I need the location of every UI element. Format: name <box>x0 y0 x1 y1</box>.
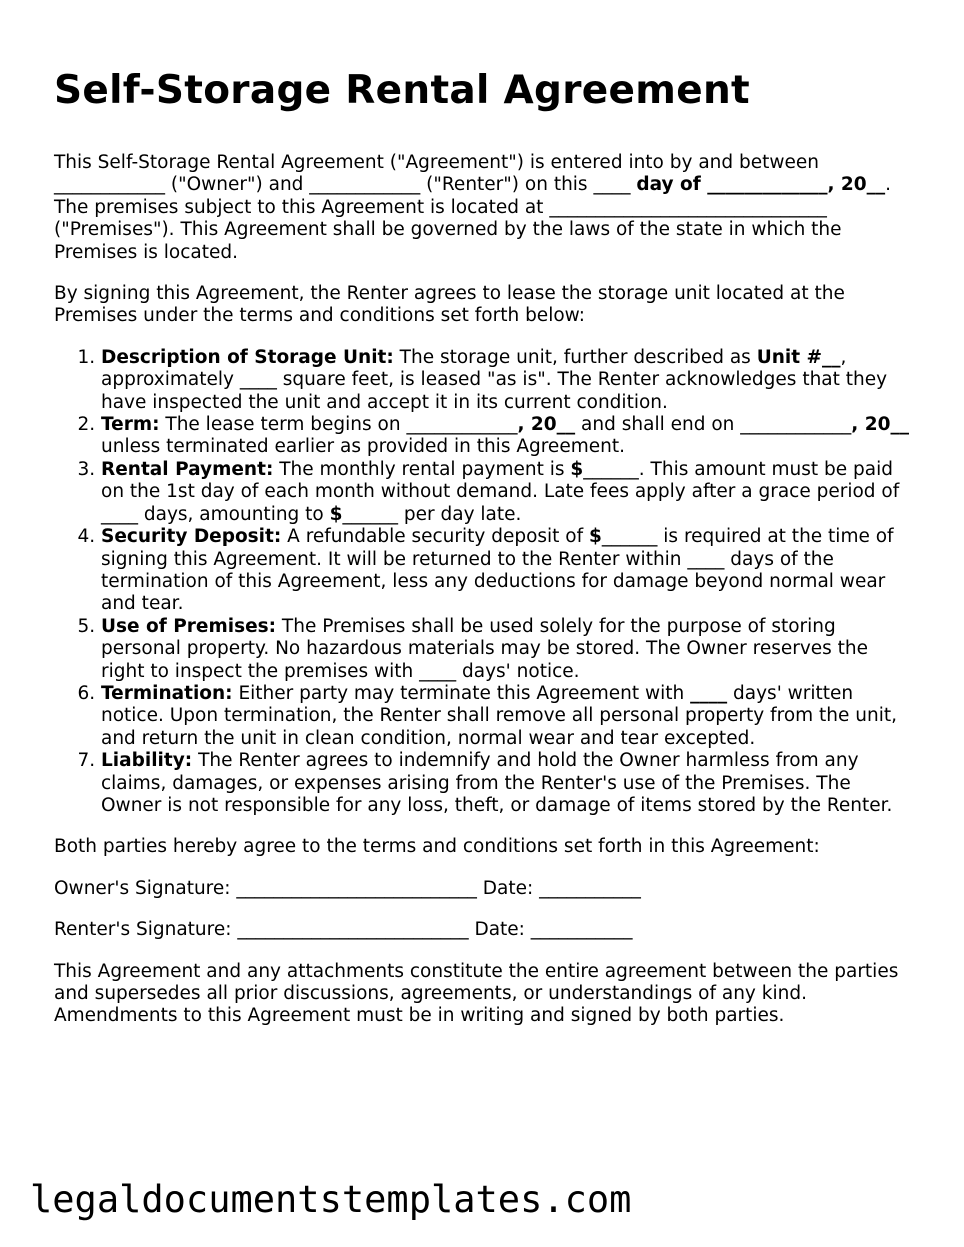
term-liability: 7. Liability: The Renter agrees to indemnify and hold the Owner harmless from any claims, damages, or expenses arising from the Renter's use of the Premises. The Owner is not responsible for any loss, theft, or damage of items stored by the Renter. <box>101 750 914 817</box>
document-page <box>54 68 914 1047</box>
watermark: legaldocumentstemplates.com <box>30 1178 632 1221</box>
term-label: Use of Premises: <box>101 615 277 637</box>
term-use-of-premises: 5. Use of Premises: The Premises shall be used solely for the purpose of storing personal property. No hazardous materials may be stored. The Owner reserves the right to inspect the premises with ____ days' notice. <box>101 616 914 683</box>
owner-signature-line: Owner's Signature: __________________________ Date: ___________ <box>54 877 641 899</box>
term-termination: 6. Termination: Either party may terminate this Agreement with ____ days' written notice. Upon termination, the Renter shall remove all personal property from the unit, and return the unit in clean condition, normal wear and tear excepted. <box>101 683 914 750</box>
term-rental-payment: 3. Rental Payment: The monthly rental payment is $______. This amount must be paid on the 1st day of each month without demand. Late fees apply after a grace period of ____ days, amounting to $______ per day late. <box>101 459 914 526</box>
term-label: Liability: <box>101 750 193 772</box>
renter-signature-line: Renter's Signature: _________________________ Date: ___________ <box>54 919 633 941</box>
intro-text-2: . The premises subject to this Agreement is located at ______________________________ ("Premises"). This Agreement shall be governed by the laws of the state in which the Premises is located. <box>54 174 892 263</box>
term-label: Security Deposit: <box>101 526 282 548</box>
term-lease-term: 2. Term: The lease term begins on ____________, 20__ and shall end on ____________, 20__ unless terminated earlier as provided in this Agreement. <box>101 414 914 459</box>
intro-text-1: This Self-Storage Rental Agreement ("Agreement") is entered into by and between ____________ ("Owner") and ____________ ("Renter") on this ____ <box>54 152 820 196</box>
term-security-deposit: 4. Security Deposit: A refundable security deposit of $______ is required at the time of signing this Agreement. It will be returned to the Renter within ____ days of the termination of this Agreement, less any deductions for damage beyond normal wear and tear. <box>101 526 914 616</box>
unit-number-blank: Unit #__ <box>756 346 841 368</box>
term-label: Rental Payment: <box>101 458 274 480</box>
term-label: Term: <box>101 414 160 436</box>
term-label: Termination: <box>101 682 233 704</box>
document-title: Self-Storage Rental Agreement <box>54 68 750 113</box>
term-label: Description of Storage Unit: <box>101 346 394 368</box>
term-description: 1. Description of Storage Unit: The storage unit, further described as Unit #__, approximately ____ square feet, is leased "as is". The Renter acknowledges that they have inspected the unit and accept it in its current condition. <box>101 347 914 414</box>
closing-paragraph: This Agreement and any attachments constitute the entire agreement between the parties and supersedes all prior discussions, agreements, or understandings of any kind. Amendments to this Agreement must be in writing and signed by both parties. <box>54 960 899 1027</box>
lead-paragraph: By signing this Agreement, the Renter agrees to lease the storage unit located at the Premises under the terms and conditions set forth below: <box>54 283 845 327</box>
terms-list <box>54 347 914 818</box>
intro-date-blank: day of _____________, 20__ <box>636 174 886 196</box>
intro-paragraph <box>54 152 914 264</box>
agreement-statement: Both parties hereby agree to the terms and conditions set forth in this Agreement: <box>54 836 820 858</box>
